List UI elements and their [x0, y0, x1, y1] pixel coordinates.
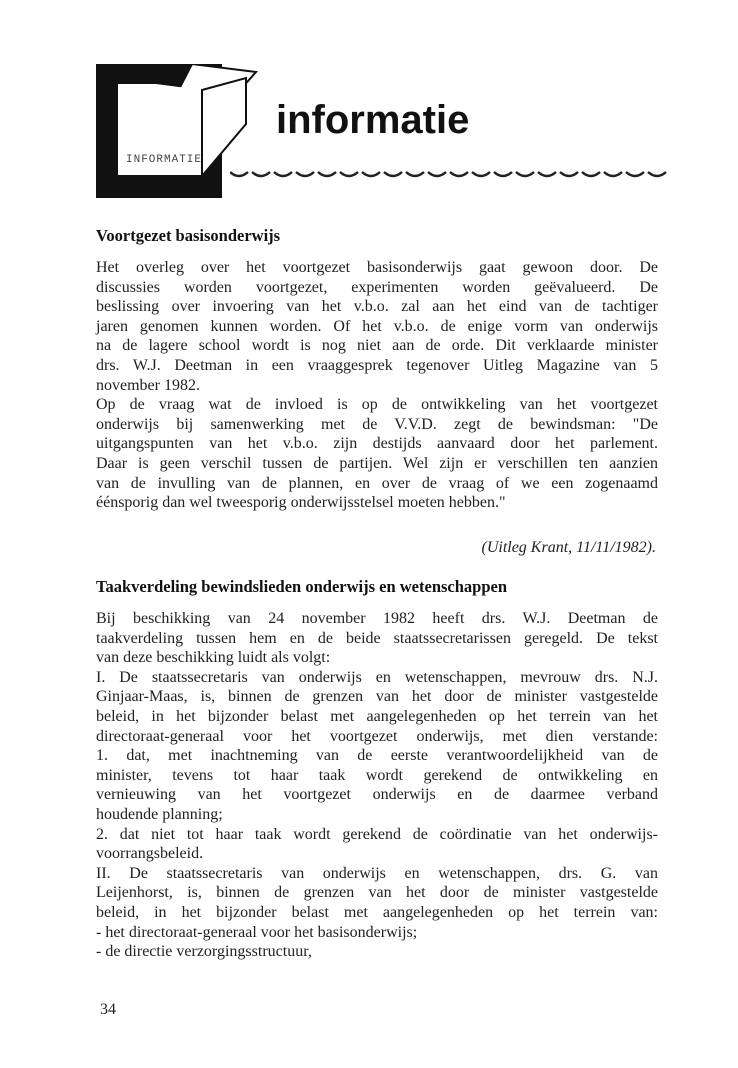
text-line: van de invulling van de plannen, en over de vraag of we een zogenaamd: [96, 474, 658, 492]
text-line: 2. dat niet tot haar taak wordt gerekend de coördinatie van het onderwijs-: [96, 825, 658, 843]
text-line: Leijenhorst, is, binnen de grenzen van het door de minister vastgestelde: [96, 884, 658, 902]
text-line: jaren genomen kunnen worden. Of het v.b.o. de enige vorm van onderwijs: [96, 317, 658, 335]
text-line: - de directie verzorgingsstructuur,: [96, 943, 312, 961]
text-line: drs. W.J. Deetman in een vraaggesprek tegenover Uitleg Magazine van 5: [96, 356, 658, 374]
text-line: Het overleg over het voortgezet basisonderwijs gaat gewoon door. De: [96, 259, 658, 276]
text-line: I. De staatssecretaris van onderwijs en wetenschappen, mevrouw drs. N.J.: [96, 668, 658, 686]
source-citation: (Uitleg Krant, 11/11/1982).: [481, 539, 656, 556]
text-line: 1. dat, met inachtneming van de eerste verantwoordelijkheid van de: [96, 747, 658, 765]
text-line: Op de vraag wat de invloed is op de ontwikkeling van het voortgezet: [96, 396, 658, 414]
text-line: beleid, in het bijzonder belast met aangelegenheden op het terrein van het: [96, 707, 658, 725]
section1-heading: Voortgezet basisonderwijs: [96, 226, 281, 245]
section2-heading: Taakverdeling bewindslieden onderwijs en wetenschappen: [96, 577, 508, 596]
page-number: 34: [100, 1001, 116, 1018]
text-line: discussies worden voortgezet, experimenten worden geëvalueerd. De: [96, 278, 658, 296]
text-line: na de lagere school wordt is nog niet aan de orde. Dit verklaarde minister: [96, 337, 658, 355]
text-line: Ginjaar-Maas, is, binnen de grenzen van het door de minister vastgestelde: [96, 688, 658, 706]
text-line: beleid, in het bijzonder belast met aangelegenheden op het terrein van:: [96, 903, 658, 921]
text-line: II. De staatssecretaris van onderwijs en wetenschappen, drs. G. van: [96, 864, 658, 882]
text-line: éénsporig dan wel tweesporig onderwijsstelsel moeten hebben.": [96, 494, 506, 512]
section2-body: [96, 609, 658, 962]
text-line: november 1982.: [96, 376, 200, 394]
text-line: beslissing over invoering van het v.b.o. zal aan het eind van de tachtiger: [96, 298, 658, 316]
text-line: directoraat-generaal voor het voortgezet onderwijs, met dien verstande:: [96, 727, 658, 745]
text-line: uitgangspunten van het v.b.o. zijn destijds aanvaard door het parlement.: [96, 435, 658, 453]
text-line: vernieuwing van het voortgezet onderwijs en de daarmee verband: [96, 786, 658, 804]
text-line: voorrangsbeleid.: [96, 845, 204, 863]
text-line: Bij beschikking van 24 november 1982 heeft drs. W.J. Deetman de: [96, 610, 658, 627]
logo-label: INFORMATIE: [126, 154, 203, 166]
text-line: houdende planning;: [96, 805, 223, 823]
text-line: onderwijs bij samenwerking met de V.V.D. zegt de bewindsman: "De: [96, 415, 658, 433]
text-line: minister, tevens tot haar taak wordt gerekend de ontwikkeling en: [96, 766, 658, 784]
page-title: informatie: [276, 98, 470, 142]
text-line: van deze beschikking luidt als volgt:: [96, 649, 331, 667]
section1-paragraph1: [96, 258, 658, 513]
text-line: - het directoraat-generaal voor het basisonderwijs;: [96, 923, 418, 941]
text-line: taakverdeling tussen hem en de beide staatssecretarissen geregeld. De tekst: [96, 629, 658, 647]
dashed-rule: [230, 168, 670, 182]
text-line: Daar is geen verschil tussen de partijen. Wel zijn er verschillen ten aanzien: [96, 454, 658, 472]
